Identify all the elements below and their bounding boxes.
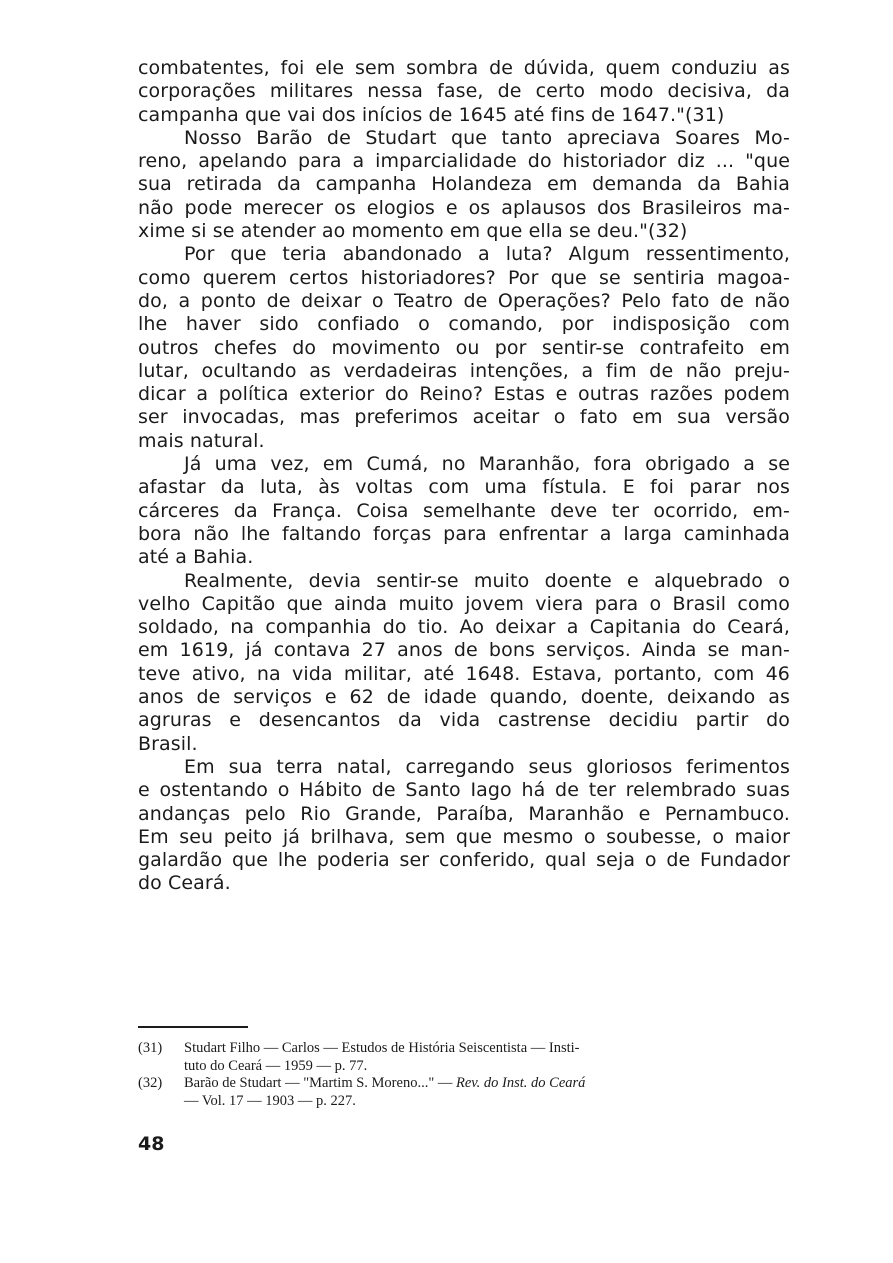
text-line: cárceres da França. Coisa semelhante deve ter ocorrido, em- — [138, 499, 790, 522]
footnote-number: (31) — [138, 1040, 163, 1056]
footnote-31 — [138, 1040, 790, 1058]
footnote-32 — [138, 1075, 790, 1093]
text-line: campanha que vai dos inícios de 1645 até fins de 1647."(31) — [138, 103, 725, 126]
text-line: sua retirada da campanha Holandeza em demanda da Bahia — [138, 173, 790, 196]
text-line: Em sua terra natal, carregando seus gloriosos ferimentos — [184, 755, 790, 778]
text-line: afastar da luta, às voltas com uma fístula. E foi parar nos — [138, 476, 790, 499]
footnote-31-continuation: tuto do Ceará — 1959 — p. 77. — [184, 1057, 368, 1074]
text-line: ser invocadas, mas preferimos aceitar o fato em sua versão — [138, 406, 790, 429]
text-line: do Ceará. — [138, 872, 231, 895]
text-line: em 1619, já contava 27 anos de bons serviços. Ainda se man- — [138, 639, 790, 662]
text-line: Por que teria abandonado a luta? Algum ressentimento, — [184, 243, 790, 266]
text-line: Brasil. — [138, 732, 198, 755]
text-line: mais natural. — [138, 429, 265, 452]
footnote-32-continuation: — Vol. 17 — 1903 — p. 227. — [184, 1092, 356, 1109]
text-line: agruras e desencantos da vida castrense decidiu partir do — [138, 709, 790, 732]
text-line: Realmente, devia sentir-se muito doente e alquebrado o — [184, 569, 790, 592]
footnotes — [138, 1040, 790, 1110]
text-line: velho Capitão que ainda muito jovem viera para o Brasil como — [138, 592, 790, 615]
text-line: reno, apelando para a imparcialidade do historiador diz ... "que — [138, 150, 790, 173]
text-line: Nosso Barão de Studart que tanto apreciava Soares Mo- — [184, 126, 790, 149]
text-line: soldado, na companhia do tio. Ao deixar a Capitania do Ceará, — [138, 616, 790, 639]
main-text — [138, 57, 790, 896]
text-line: andanças pelo Rio Grande, Paraíba, Maranhão e Pernambuco. — [138, 802, 790, 825]
page-number: 48 — [138, 1133, 165, 1155]
text-line: combatentes, foi ele sem sombra de dúvida, quem conduziu as — [138, 57, 790, 79]
text-line: xime si se atender ao momento em que ella se deu."(32) — [138, 220, 688, 243]
footnote-divider — [138, 1026, 248, 1028]
text-line: dicar a política exterior do Reino? Estas e outras razões podem — [138, 383, 790, 406]
text-line: Em seu peito já brilhava, sem que mesmo o soubesse, o maior — [138, 825, 790, 848]
text-line: como querem certos historiadores? Por que se sentiria magoa- — [138, 266, 790, 289]
footnote-text: Studart Filho — Carlos — Estudos de História Seiscentista — Insti- — [184, 1040, 580, 1056]
text-line: teve ativo, na vida militar, até 1648. Estava, portanto, com 46 — [138, 662, 790, 685]
text-line: e ostentando o Hábito de Santo Iago há de ter relembrado suas — [138, 779, 790, 802]
text-line: não pode merecer os elogios e os aplausos dos Brasileiros ma- — [138, 196, 790, 219]
text-line: até a Bahia. — [138, 546, 254, 569]
text-line: outros chefes do movimento ou por sentir-se contrafeito em — [138, 336, 790, 359]
text-line: Já uma vez, em Cumá, no Maranhão, fora obrigado a se — [184, 453, 790, 476]
text-line: galardão que lhe poderia ser conferido, qual seja o de Fundador — [138, 849, 790, 872]
text-line: lhe haver sido confiado o comando, por indisposição com — [138, 313, 790, 336]
text-line: do, a ponto de deixar o Teatro de Operações? Pelo fato de não — [138, 289, 790, 312]
footnote-number: (32) — [138, 1075, 163, 1091]
footnote-text: Barão de Studart — "Martim S. Moreno..." — — [184, 1075, 456, 1091]
text-line: anos de serviços e 62 de idade quando, doente, deixando as — [138, 686, 790, 709]
footnote-journal-title: Rev. do Inst. do Ceará — [456, 1075, 586, 1091]
text-line: lutar, ocultando as verdadeiras intenções, a fim de não preju- — [138, 359, 790, 382]
text-line: corporações militares nessa fase, de certo modo decisiva, da — [138, 80, 790, 103]
text-line: bora não lhe faltando forças para enfrentar a larga caminhada — [138, 522, 790, 545]
